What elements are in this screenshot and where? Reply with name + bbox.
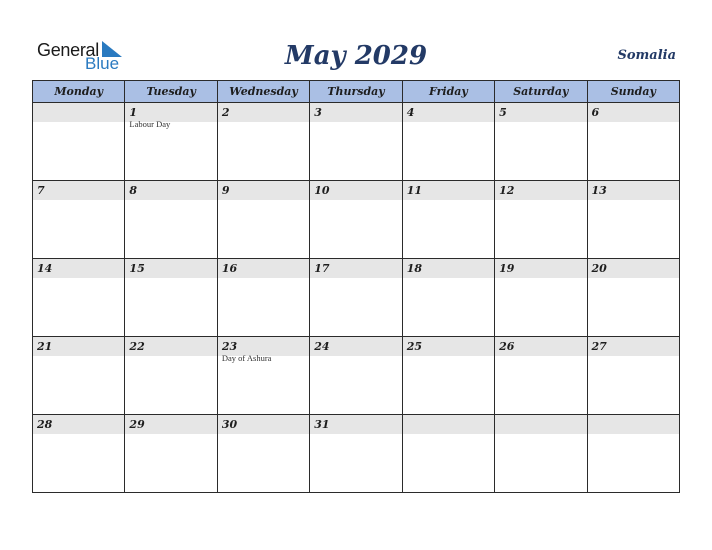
day-number: 2 [218,103,309,122]
day-cell [587,103,679,181]
day-number: 17 [310,259,401,278]
day-number: 30 [218,415,309,434]
calendar-body [33,103,680,493]
day-number [588,415,679,434]
day-cell [33,337,125,415]
day-number [495,415,586,434]
day-cell [310,103,402,181]
day-number: 4 [403,103,494,122]
day-cell [33,259,125,337]
day-number: 20 [588,259,679,278]
day-number: 22 [125,337,216,356]
day-cell [587,259,679,337]
day-number: 28 [33,415,124,434]
day-number: 29 [125,415,216,434]
weekday-header: Monday [33,81,125,103]
day-cell [495,103,587,181]
day-number: 15 [125,259,216,278]
day-cell [125,181,217,259]
day-number: 5 [495,103,586,122]
day-cell [495,181,587,259]
holiday-label: Labour Day [129,119,171,129]
day-cell [402,181,494,259]
day-cell [125,103,217,181]
calendar-title: May 2029 [284,41,428,71]
day-cell [125,259,217,337]
day-number: 6 [588,103,679,122]
day-cell [402,259,494,337]
day-number: 9 [218,181,309,200]
day-number: 27 [588,337,679,356]
day-cell [217,103,309,181]
day-number: 3 [310,103,401,122]
day-number: 26 [495,337,586,356]
logo-text-general: General [37,40,99,60]
day-number: 10 [310,181,401,200]
day-cell [217,337,309,415]
day-number: 23 [218,337,309,356]
day-cell [587,181,679,259]
day-number: 1 [125,103,216,122]
day-cell [495,415,587,493]
weekday-header: Thursday [310,81,402,103]
day-number: 8 [125,181,216,200]
day-cell [402,337,494,415]
day-number [403,415,494,434]
day-number [33,103,124,122]
weekday-header: Sunday [587,81,679,103]
week-row [33,259,680,337]
month-calendar-grid [32,80,680,493]
day-number: 13 [588,181,679,200]
day-number: 12 [495,181,586,200]
day-number: 31 [310,415,401,434]
day-cell [310,181,402,259]
day-number: 11 [403,181,494,200]
weekday-header-row [33,81,680,103]
week-row [33,337,680,415]
day-cell [217,259,309,337]
day-cell [125,415,217,493]
day-cell [495,259,587,337]
holiday-label: Day of Ashura [221,353,272,363]
day-cell [587,415,679,493]
weekday-header: Friday [402,81,494,103]
day-number: 25 [403,337,494,356]
day-cell [587,337,679,415]
day-number: 19 [495,259,586,278]
day-cell [217,415,309,493]
day-number: 21 [33,337,124,356]
day-number: 7 [33,181,124,200]
day-cell [217,181,309,259]
week-row [33,103,680,181]
week-row [33,181,680,259]
weekday-header: Tuesday [125,81,217,103]
day-cell [33,103,125,181]
day-number: 14 [33,259,124,278]
week-row [33,415,680,493]
day-number: 24 [310,337,401,356]
day-cell [33,415,125,493]
day-cell [402,103,494,181]
day-number: 16 [218,259,309,278]
country-name: Somalia [617,48,676,63]
day-cell [310,337,402,415]
day-cell [125,337,217,415]
day-cell [33,181,125,259]
weekday-header: Wednesday [217,81,309,103]
logo-text-blue: Blue [85,54,120,73]
day-cell [310,259,402,337]
day-cell [495,337,587,415]
weekday-header: Saturday [495,81,587,103]
day-cell [402,415,494,493]
day-cell [310,415,402,493]
day-number: 18 [403,259,494,278]
